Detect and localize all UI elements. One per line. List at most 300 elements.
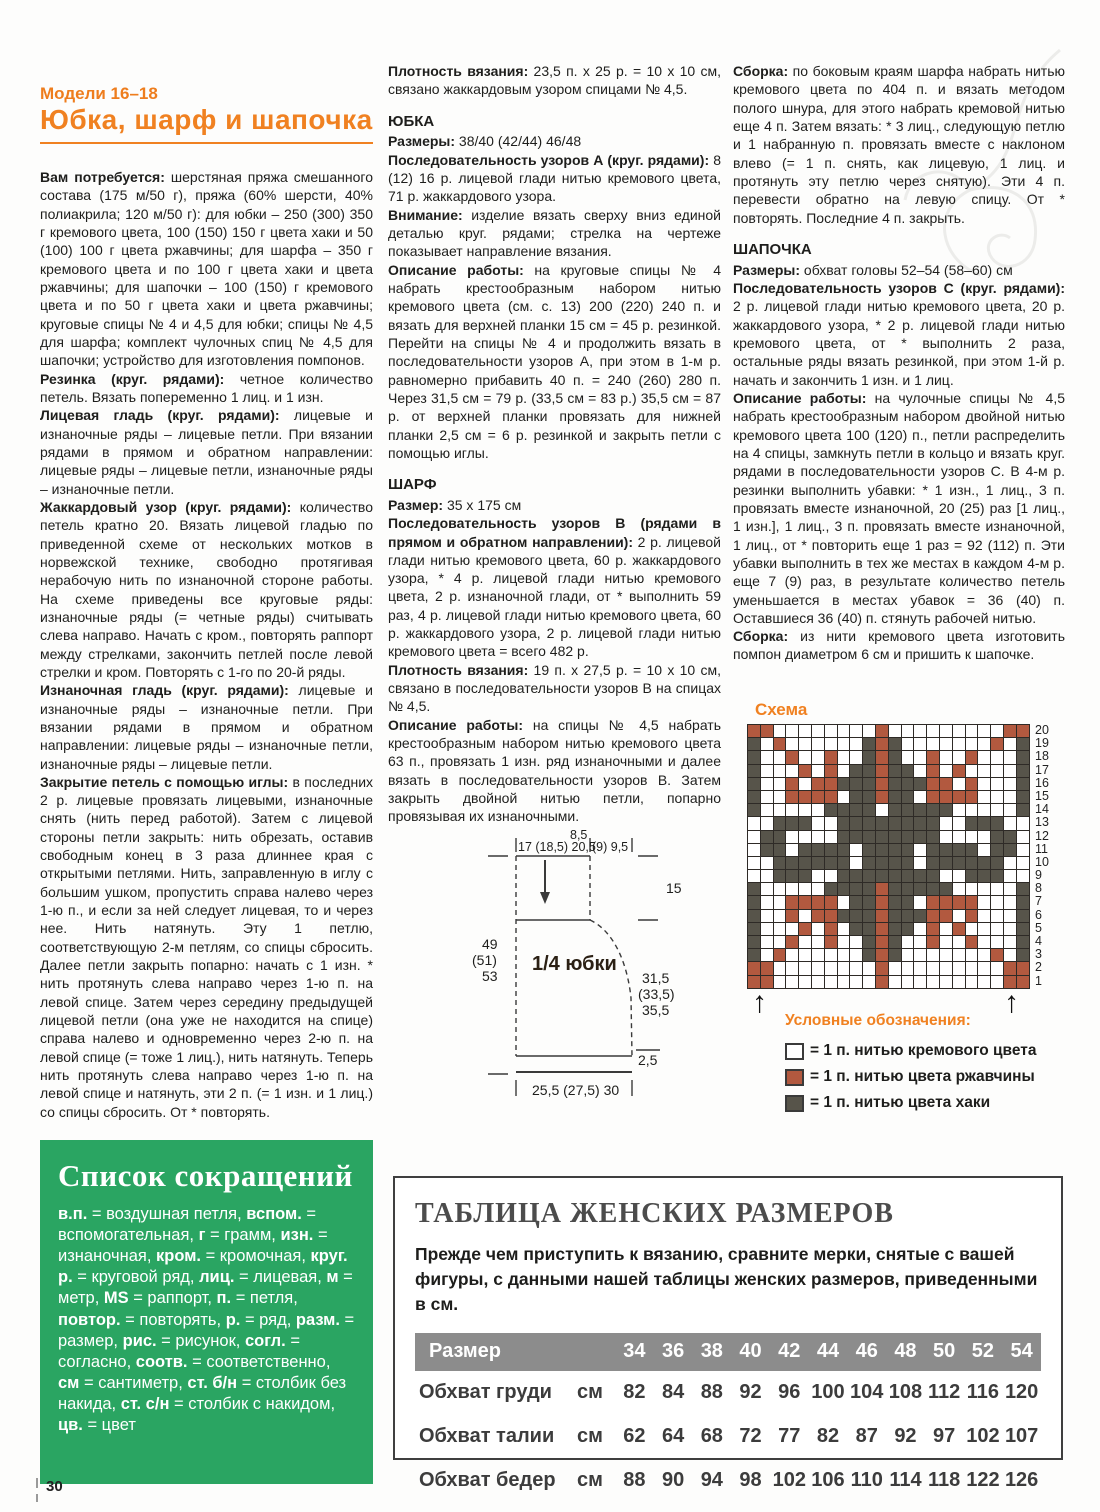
chart-cell [748,883,761,896]
chart-cell [786,883,799,896]
chart-cell [799,751,812,764]
chart-cell [991,962,1004,975]
chart-row [748,817,1030,830]
chart-cell [799,923,812,936]
chart-cell [1017,778,1030,791]
chart-cell [978,791,991,804]
chart-cell [850,936,863,949]
chart-cell [850,962,863,975]
chart-cell [991,896,1004,909]
chart-cell [902,962,915,975]
chart-cell [927,870,940,883]
chart-cell [991,804,1004,817]
measurement-value: 68 [700,1425,723,1448]
measure-35-5: 35,5 [642,1002,670,1018]
chart-cell [786,817,799,830]
chart-cell [1017,765,1030,778]
chart-cell [927,738,940,751]
chart-cell [953,857,966,870]
legend-swatch [785,1095,804,1112]
chart-cell [914,910,927,923]
chart-cell [1017,791,1030,804]
measurement-unit: см [577,1425,603,1448]
chart-row [748,923,1030,936]
chart-cell [825,896,838,909]
chart-cell [927,883,940,896]
measurement-label: Обхват талии [419,1425,555,1448]
size-table-rows [415,1371,1041,1503]
chart-cell [940,896,953,909]
chart-cell [863,949,876,962]
chart-cell [774,910,787,923]
chart-cell [799,738,812,751]
chart-cell [914,804,927,817]
chart-cell [940,817,953,830]
chart-cell [1017,804,1030,817]
chart-cell [748,751,761,764]
chart-cell [966,936,979,949]
chart-cell [991,883,1004,896]
chart-cell [991,870,1004,883]
chart-cell [774,962,787,975]
chart-cell [812,870,825,883]
chart-cell [838,936,851,949]
measure-15: 15 [666,880,682,896]
chart-cell [953,751,966,764]
chart-cell [1017,725,1030,738]
chart-cell [812,883,825,896]
chart-cell [774,778,787,791]
chart-cell [902,804,915,817]
chart-cell [889,923,902,936]
chart-cell [991,923,1004,936]
chart-cell [812,751,825,764]
chart-cell [748,804,761,817]
chart-row [748,844,1030,857]
page-number: 30 [46,1478,63,1495]
chart-cell [748,844,761,857]
chart-cell [902,883,915,896]
chart-cell [748,791,761,804]
chart-cell [786,949,799,962]
chart-cell [774,765,787,778]
chart-cell [786,725,799,738]
chart-cell [838,817,851,830]
measurement-value: 90 [661,1469,685,1492]
chart-cell [953,791,966,804]
measurement-value: 92 [739,1381,762,1404]
chart-cell [978,778,991,791]
chart-row-number: 8 [1035,881,1042,896]
paragraph: Плотность вязания: 19 п. х 27,5 р. = 10 х 10 см, связано в последовательности узоров В на спицах № 4,5. [388,661,721,715]
chart-cell [966,870,979,883]
chart-cell [850,976,863,989]
chart-cell [902,765,915,778]
chart-cell [786,962,799,975]
chart-cell [838,883,851,896]
chart-cell [1017,962,1030,975]
chart-cell [889,844,902,857]
chart-cell [838,896,851,909]
chart-cell [889,778,902,791]
chart-cell [940,870,953,883]
skirt-schematic [420,818,730,1118]
chart-cell [889,831,902,844]
chart-row-number: 20 [1035,723,1049,737]
chart-cell [902,817,915,830]
chart-cell [850,857,863,870]
chart-cell [838,976,851,989]
chart-cell [761,962,774,975]
chart-cell [1004,725,1017,738]
chart-cell [1017,738,1030,751]
chart-cell [927,896,940,909]
chart-cell [774,976,787,989]
chart-cell [850,910,863,923]
chart-cell [774,844,787,857]
chart-cell [978,976,991,989]
chart-row [748,778,1030,791]
chart-cell [786,831,799,844]
chart-row-number: 3 [1035,947,1042,962]
chart-cell [1004,804,1017,817]
chart-cell [927,910,940,923]
chart-cell [991,738,1004,751]
chart-cell [748,738,761,751]
chart-cell [1004,962,1017,975]
column-left [40,168,373,1121]
chart-cell [761,936,774,949]
chart-cell [978,817,991,830]
chart-cell [863,962,876,975]
measurement-value: 126 [1004,1469,1039,1492]
paragraph: Изнаночная гладь (круг. рядами): лицевые и изнаночные ряды – изнаночные петли. При вязании рядами в прямом и обратном направлении: лицевые ряды – изнаночные петли, изнаночные ряды – лицевые петли. [40,682,373,772]
size-header-value: 42 [778,1340,801,1363]
chart-cell [799,804,812,817]
chart-cell [927,936,940,949]
chart-cell [812,896,825,909]
chart-row-number: 2 [1035,960,1042,975]
measurement-value: 112 [928,1381,961,1404]
chart-cell [863,738,876,751]
chart-cell [1017,936,1030,949]
chart-cell [786,844,799,857]
section-heading: ЮБКА [388,112,435,130]
chart-cell [1004,949,1017,962]
chart-cell [927,949,940,962]
chart-cell [876,804,889,817]
chart-cell [812,962,825,975]
chart-cell [748,778,761,791]
chart-cell [927,817,940,830]
measurement-value: 72 [739,1425,762,1448]
chart-cell [889,817,902,830]
column-middle [388,62,721,826]
chart-cell [889,962,902,975]
size-header-value: 52 [971,1340,995,1363]
chart-cell [966,817,979,830]
chart-row [748,962,1030,975]
chart-cell [1004,857,1017,870]
chart-cell [1004,831,1017,844]
chart-cell [876,844,889,857]
chart-cell [825,738,838,751]
size-header-value: 40 [739,1340,762,1363]
chart-row [748,738,1030,751]
chart-cell [838,778,851,791]
chart-cell [863,831,876,844]
chart-cell [761,923,774,936]
chart-cell [914,791,927,804]
chart-row-number: 16 [1035,775,1049,790]
chart-cell [825,976,838,989]
paragraph: Последовательность узоров А (круг. рядами): 8 (12) 16 р. лицевой глади нитью кремового цвета, 71 р. жаккардового узора. [388,151,721,205]
chart-cell [799,896,812,909]
chart-row [748,883,1030,896]
paragraph: Последовательность узоров С (круг. рядами): 2 р. лицевой глади нитью кремового цвета, 20 р. жаккардового узора, * 2 р. лицевой глади нитью кремового цвета, от * выполнить 2 раза, остальные ряды вязать резинкой, при этом 1-й р. начать и закончить 1 изн. и 1 лиц. [733,279,1065,388]
chart-cell [1004,910,1017,923]
measure-31-5: 31,5 [642,970,670,986]
measurement-value: 94 [700,1469,723,1492]
chart-cell [940,778,953,791]
size-table-header [415,1333,1041,1371]
chart-cell [748,936,761,949]
chart-cell [774,817,787,830]
chart-row-number: 5 [1035,920,1042,935]
chart-cell [863,923,876,936]
chart-row-number: 7 [1035,894,1042,909]
chart-cell [799,910,812,923]
measurement-value: 77 [778,1425,801,1448]
chart-cell [978,725,991,738]
chart-cell [863,791,876,804]
chart-cell [966,765,979,778]
chart-cell [774,791,787,804]
chart-cell [748,896,761,909]
chart-cell [902,976,915,989]
chart-cell [902,923,915,936]
chart-cell [761,738,774,751]
chart-cell [991,910,1004,923]
chart-row-number: 13 [1035,815,1049,830]
paragraph: Описание работы: на чулочные спицы № 4,5 набрать крестообразным набором двойной нитью кремового цвета 100 (120) п., петли распределить на 4 спицы, замкнуть петли в кольцо и вязать круг. рядами в последовательности узоров С. В 4-м р. резинки выполнить убавки: * 1 изн., 1 лиц., 3 п. провязать вместе изнаночной, 20 (25) раз [1 лиц., 1 изн.], 1 лиц., 3 п. провязать вместе изнаночной, 1 лиц., от * повторить еще 1 раз = 92 (112) п. Эти убавки выполнить в тех же местах в каждом 4-м р. еще 7 (9) раз, в результате количество петель уменьшается в местах убавок = 36 (40) п. Оставшиеся 36 (40) п. стянуть рабочей нитью. [733,389,1065,626]
chart-cell [889,751,902,764]
chart-cell [978,962,991,975]
measurement-value: 88 [700,1381,723,1404]
chart-cell [786,936,799,949]
chart-cell [774,738,787,751]
chart-cell [966,857,979,870]
chart-cell [850,804,863,817]
chart-cell [838,804,851,817]
chart-row [748,857,1030,870]
chart-cell [927,804,940,817]
crop-mark [36,1478,38,1488]
chart-cell [927,976,940,989]
chart-cell [966,725,979,738]
chart-cell [748,962,761,975]
chart-row-number: 17 [1035,762,1049,777]
chart-cell [914,976,927,989]
chart-cell [850,751,863,764]
chart-cell [825,778,838,791]
chart-cell [748,765,761,778]
legend-item [785,1042,1036,1060]
chart-cell [978,765,991,778]
chart-cell [1017,883,1030,896]
chart-cell [889,896,902,909]
chart-cell [953,870,966,883]
chart-cell [786,738,799,751]
chart-cell [953,804,966,817]
chart-cell [940,910,953,923]
chart-cell [978,751,991,764]
chart-cell [1004,883,1017,896]
chart-cell [825,844,838,857]
chart-cell [966,751,979,764]
chart-cell [940,883,953,896]
chart-cell [940,738,953,751]
chart-cell [1017,910,1030,923]
chart-cell [953,923,966,936]
chart-cell [902,725,915,738]
measurement-value: 120 [1004,1381,1039,1404]
chart-cell [863,870,876,883]
chart-cell [825,883,838,896]
measure-53: 53 [482,968,498,984]
chart-cell [774,923,787,936]
chart-cell [991,936,1004,949]
measure-top-width: 17 (18,5) 20,5 [518,840,596,854]
chart-cell [876,738,889,751]
chart-cell [825,870,838,883]
size-header-value: 48 [894,1340,917,1363]
chart-cell [876,976,889,989]
chart-cell [863,976,876,989]
chart-cell [927,857,940,870]
chart-cell [889,936,902,949]
chart-legend [785,1034,1036,1112]
chart-cell [914,896,927,909]
chart-cell [927,725,940,738]
chart-cell [876,778,889,791]
chart-row [748,751,1030,764]
chart-cell [953,883,966,896]
chart-cell [978,910,991,923]
chart-row-number: 10 [1035,854,1049,869]
paragraph: Внимание: изделие вязать сверху вниз единой деталью круг. рядами; стрелка на чертеже показывает направление вязания. [388,206,721,260]
chart-cell [966,831,979,844]
chart-cell [786,910,799,923]
chart-cell [838,831,851,844]
chart-cell [991,751,1004,764]
chart-cell [978,738,991,751]
chart-cell [876,896,889,909]
chart-cell [850,831,863,844]
measurement-value: 100 [811,1381,845,1404]
chart-cell [876,949,889,962]
measurement-value: 82 [623,1381,646,1404]
chart-cell [966,883,979,896]
chart-cell [825,751,838,764]
paragraph: Размеры: 38/40 (42/44) 46/48 [388,133,582,150]
chart-cell [850,923,863,936]
measurement-value: 107 [1004,1425,1039,1448]
measurement-value: 102 [772,1469,806,1492]
chart-cell [902,778,915,791]
chart-row [748,976,1030,989]
size-header-value: 38 [700,1340,723,1363]
paragraph: Лицевая гладь (круг. рядами): лицевые и изнаночные ряды – лицевые петли. При вязании рядами в прямом и обратном направлении: лицевые ряды – лицевые петли, изнаночные ряды – изнаночные петли. [40,407,373,497]
chart-row [748,725,1030,738]
chart-cell [889,791,902,804]
chart-cell [812,738,825,751]
size-table-row [415,1415,1041,1459]
chart-cell [914,765,927,778]
paragraph: Закрытие петель с помощью иглы: в последних 2 р. лицевые провязать лицевыми, изнаночные снять (нить перед работой). Затем с лицевой стороны петли закрыть: нить обрезать, оставив свободным конец в 3 раза длиннее края с открытыми петлями. Нить, заправленную в иглу с большим ушком, пропустить справа налево через 1-ю п., и если за ней следует лицевая, то и через нее. Нить натянуть. Эту 1 петлю, соответствующую 2-м петлям, со спицы сбросить. Далее петли закрыть попарно: начать с 1 изн. * нить протянуть слева направо через 1-ю п. на левой спице. Затем через середину предыдущей лицевой петли (она уже не находится на спице) справа налево и одновременно через 2-ю п. на левой спице (= тоже 1 лиц.), нить натянуть. Теперь нить протянуть слева направо через 1-ю п. на левой спице и натянуть, эти 2 п. (= 1 изн. и 1 лиц.) со спицы сбросить. От * повторять. [40,773,374,1120]
chart-cell [812,804,825,817]
chart-cell [761,844,774,857]
chart-cell [991,791,1004,804]
chart-cell [838,725,851,738]
chart-cell [953,936,966,949]
chart-cell [812,725,825,738]
chart-cell [786,778,799,791]
piece-label: 1/4 юбки [532,953,617,975]
chart-cell [799,778,812,791]
chart-cell [863,725,876,738]
chart-cell [786,791,799,804]
chart-cell [978,883,991,896]
chart-cell [966,844,979,857]
chart-row [748,936,1030,949]
chart-cell [1017,857,1030,870]
paragraph: Плотность вязания: 23,5 п. х 25 р. = 10 х 10 см, связано жаккардовым узором спицами № 4,5. [388,63,721,98]
chart-cell [889,870,902,883]
chart-cell [1004,817,1017,830]
chart-cell [1017,949,1030,962]
chart-cell [927,765,940,778]
chart-cell [966,976,979,989]
chart-cell [876,870,889,883]
chart-cell [991,976,1004,989]
chart-cell [940,804,953,817]
chart-cell [978,896,991,909]
chart-cell [786,976,799,989]
chart-cell [799,962,812,975]
chart-row-number: 4 [1035,934,1042,948]
chart-row-number: 14 [1035,802,1049,817]
chart-cell [825,804,838,817]
paragraph: Резинка (круг. рядами): четное количество петель. Вязать попеременно 1 лиц. и 1 изн. [40,370,373,405]
chart-cell [966,896,979,909]
chart-cell [786,765,799,778]
chart-cell [876,962,889,975]
chart-cell [902,844,915,857]
measurement-unit: см [577,1469,603,1492]
chart-cell [902,949,915,962]
chart-cell [761,778,774,791]
chart-cell [876,883,889,896]
chart-cell [774,857,787,870]
measurement-value: 102 [966,1425,1000,1448]
chart-cell [991,949,1004,962]
chart-cell [876,751,889,764]
chart-cell [863,910,876,923]
measurement-unit: см [577,1381,603,1404]
chart-cell [748,817,761,830]
jacquard-chart [747,724,1030,989]
